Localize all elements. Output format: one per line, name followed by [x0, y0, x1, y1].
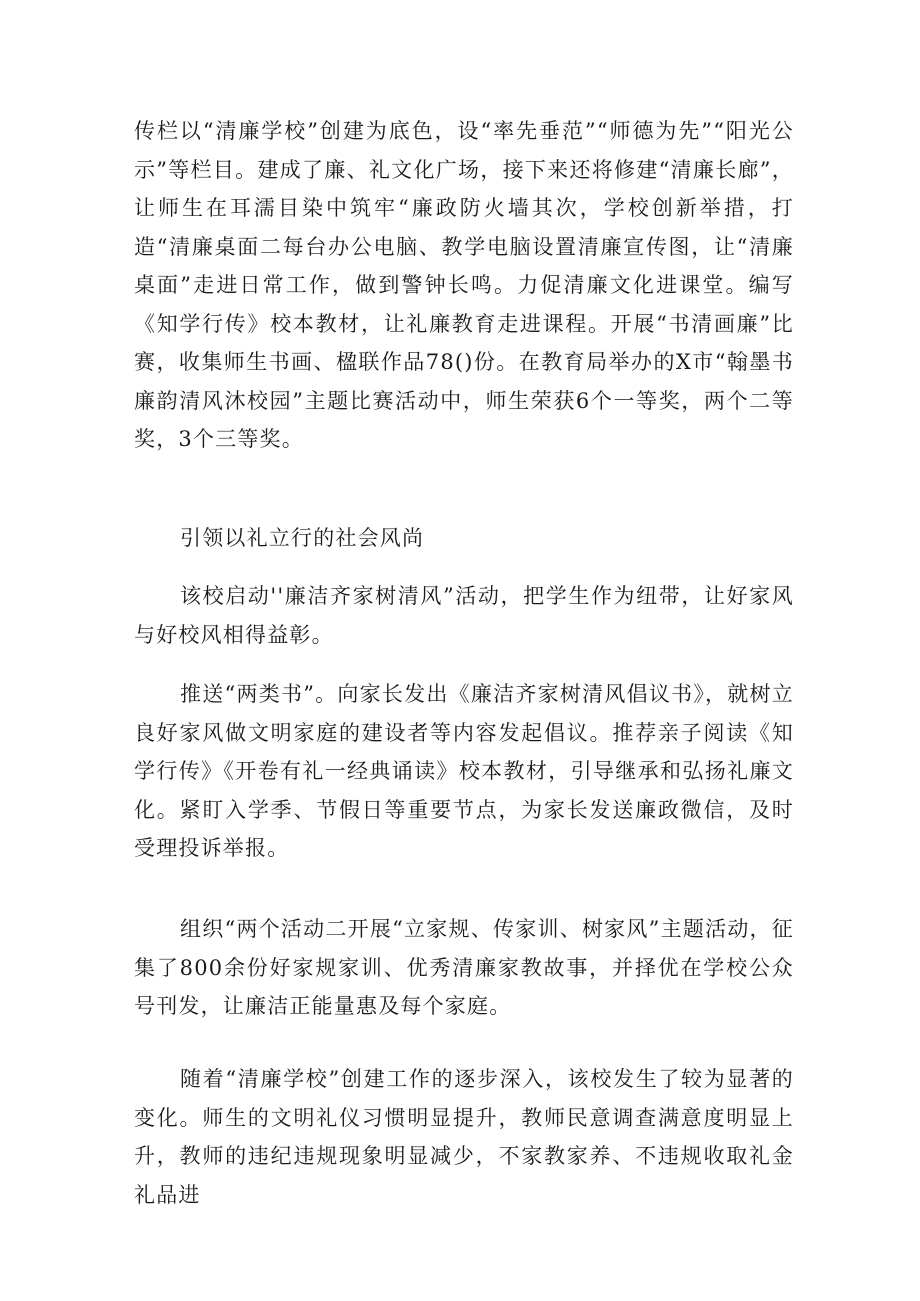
paragraph-1: 传栏以“清廉学校”创建为底色，设“率先垂范”“师德为先”“阳光公示”等栏目。建成了廉、礼文化广场，接下来还将修建“清廉长廊”，让师生在耳濡目染中筑牢“廉政防火墙其次，学校创新举措，打造“清廉桌面二每台办公电脑、教学电脑设置清廉宣传图，让“清廉桌面”走进日常工作，做到警钟长鸣。力促清廉文化进课堂。编写《知学行传》校本教材，让礼廉教育走进课程。开展“书清画廉”比赛，收集师生书画、楹联作品78()份。在教育局举办的X市“翰墨书廉韵清风沐校园”主题比赛活动中，师生荣获6个一等奖，两个二等奖，3个三等奖。 — [134, 119, 794, 451]
paragraph-3: 推送“两类书”。向家长发出《廉洁齐家树清风倡议书》，就树立良好家风做文明家庭的建设者等内容发起倡议。推荐亲子阅读《知学行传》《开卷有礼一经典诵读》校本教材，引导继承和弘扬礼廉文化。紧盯入学季、节假日等重要节点，为家长发送廉政微信，及时受理投诉举报。 — [134, 682, 794, 860]
paragraph-5: 随着“清廉学校”创建工作的逐步深入，该校发生了较为显著的变化。师生的文明礼仪习惯明显提升，教师民意调查满意度明显上升，教师的违纪违规现象明显减少，不家教家养、不违规收取礼金礼品进 — [134, 1067, 794, 1207]
paragraph-4: 组织“两个活动二开展“立家规、传家训、树家风”主题活动，征集了800余份好家规家训、优秀清廉家教故事，并择优在学校公众号刊发，让廉洁正能量惠及每个家庭。 — [134, 917, 794, 1018]
paragraph-2: 该校启动''廉洁齐家树清风”活动，把学生作为纽带，让好家风与好校风相得益彰。 — [134, 584, 794, 647]
section-heading: 引领以礼立行的社会风尚 — [180, 526, 425, 550]
